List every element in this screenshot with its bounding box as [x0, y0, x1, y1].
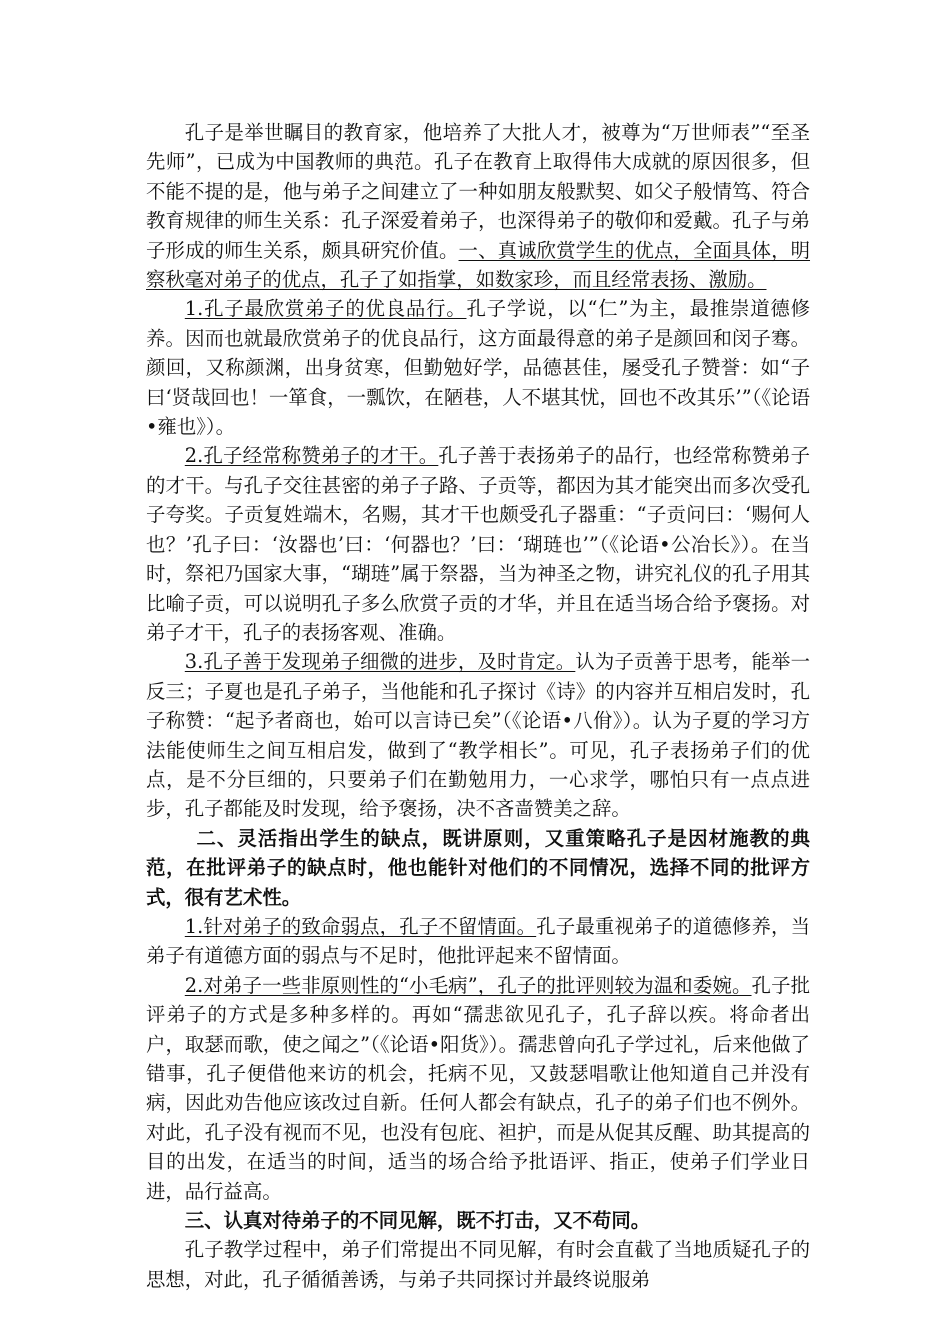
point-1-1-paragraph [146, 294, 810, 441]
point-1-1-text: 孔子学说，以“仁”为主，最推崇道德修养。因而也就最欣赏弟子的优良品行，这方面最得意的弟子是颜回和闵子骞。颜回，又称颜渊，出身贫寒，但勤勉好学，品德甚佳，屡受孔子赞誉：如“子曰‘贤哉回也！一箪食，一瓢饮，在陋巷，人不堪其忧，回也不改其乐’”（《论语•雍也》）。 [146, 297, 810, 439]
final-paragraph: 孔子教学过程中，弟子们常提出不同见解，有时会直截了当地质疑孔子的思想，对此，孔子循循善诱，与弟子共同探讨并最终说服弟 [146, 1238, 810, 1291]
point-1-1-lead: 1.孔子最欣赏弟子的优良品行。 [184, 297, 467, 321]
point-1-3-text: 认为子贡善于思考，能举一反三；子夏也是孔子弟子，当他能和孔子探讨《诗》的内容并互相启发时，孔子称赞：“起予者商也，始可以言诗已矣”（《论语•八佾》）。认为子夏的学习方法能使师生之间互相启发，做到了“教学相长”。可见，孔子表扬弟子们的优点，是不分巨细的，只要弟子们在勤勉用力，一心求学，哪怕只有一点点进步，孔子都能及时发现，给予褒扬，决不吝啬赞美之辞。 [146, 650, 811, 821]
point-1-2-paragraph [146, 441, 810, 647]
intro-text: 孔子是举世瞩目的教育家，他培养了大批人才，被尊为“万世师表”“至圣先师”，已成为中国教师的典范。孔子在教育上取得伟大成就的原因很多，但不能不提的是，他与弟子之间建立了一种如朋友般默契、如父子般情笃、符合教育规律的师生关系：孔子深爱着弟子，也深得弟子的敬仰和爱戴。孔子与弟子形成的师生关系，颇具研究价值。 [146, 121, 810, 262]
point-2-1-text: 孔子最重视弟子的道德修养，当弟子有道德方面的弱点与不足时，他批评起来不留情面。 [146, 914, 811, 968]
point-2-1-paragraph [146, 912, 810, 971]
point-2-2-text: 孔子批评弟子的方式是多种多样的。再如“孺悲欲见孔子，孔子辞以疾。将命者出户，取瑟而歌，使之闻之”（《论语•阳货》）。孺悲曾向孔子学过礼，后来他做了错事，孔子便借他来访的机会，托病不见，又鼓瑟唱歌让他知道自己并没有病，因此劝告他应该改过自新。任何人都会有缺点，孔子的弟子们也不例外。对此，孔子没有视而不见，也没有包庇、袒护，而是从促其反醒、助其提高的目的出发，在适当的时间，适当的场合给予批语评、指正，使弟子们学业日进，品行益高。 [146, 973, 811, 1203]
point-2-1-lead: 1.针对弟子的致命弱点，孔子不留情面。 [184, 914, 537, 938]
point-2-2-lead: 2.对弟子一些非原则性的“小毛病”，孔子的批评则较为温和委婉。 [184, 973, 752, 997]
point-1-2-lead: 2.孔子经常称赞弟子的才干。 [184, 444, 439, 468]
point-2-2-paragraph [146, 971, 810, 1206]
point-1-3-paragraph [146, 647, 810, 823]
section-one-heading: 一、真诚欣赏学生的优点，全面具体，明察秋毫对弟子的优点，孔子了如指掌，如数家珍，而且经常表扬、激励。 [146, 238, 811, 292]
point-1-2-text: 孔子善于表扬弟子的品行，也经常称赞弟子的才干。与孔子交往甚密的弟子子路、子贡等，都因为其才能突出而多次受孔子夸奖。子贡复姓端木，名赐，其才干也颇受孔子器重：“子贡问曰：‘赐何人也？’孔子曰：‘汝器也’曰：‘何器也？’曰：‘瑚琏也’”（《论语•公冶长》）。在当时，祭祀乃国家大事，“瑚琏”属于祭器，当为神圣之物，讲究礼仪的孔子用其比喻子贡，可以说明孔子多么欣赏子贡的才华，并且在适当场合给予褒扬。对弟子才干，孔子的表扬客观、准确。 [146, 444, 810, 644]
point-1-3-lead: 3.孔子善于发现弟子细微的进步，及时肯定。 [184, 650, 576, 674]
document-page [146, 118, 810, 1294]
section-two-heading: 二、灵活指出学生的缺点，既讲原则，又重策略孔子是因材施教的典范，在批评弟子的缺点时，他也能针对他们的不同情况，选择不同的批评方式，很有艺术性。 [146, 826, 810, 909]
intro-paragraph [146, 118, 810, 294]
section-three-heading: 三、认真对待弟子的不同见解，既不打击，又不苟同。 [184, 1209, 651, 1233]
